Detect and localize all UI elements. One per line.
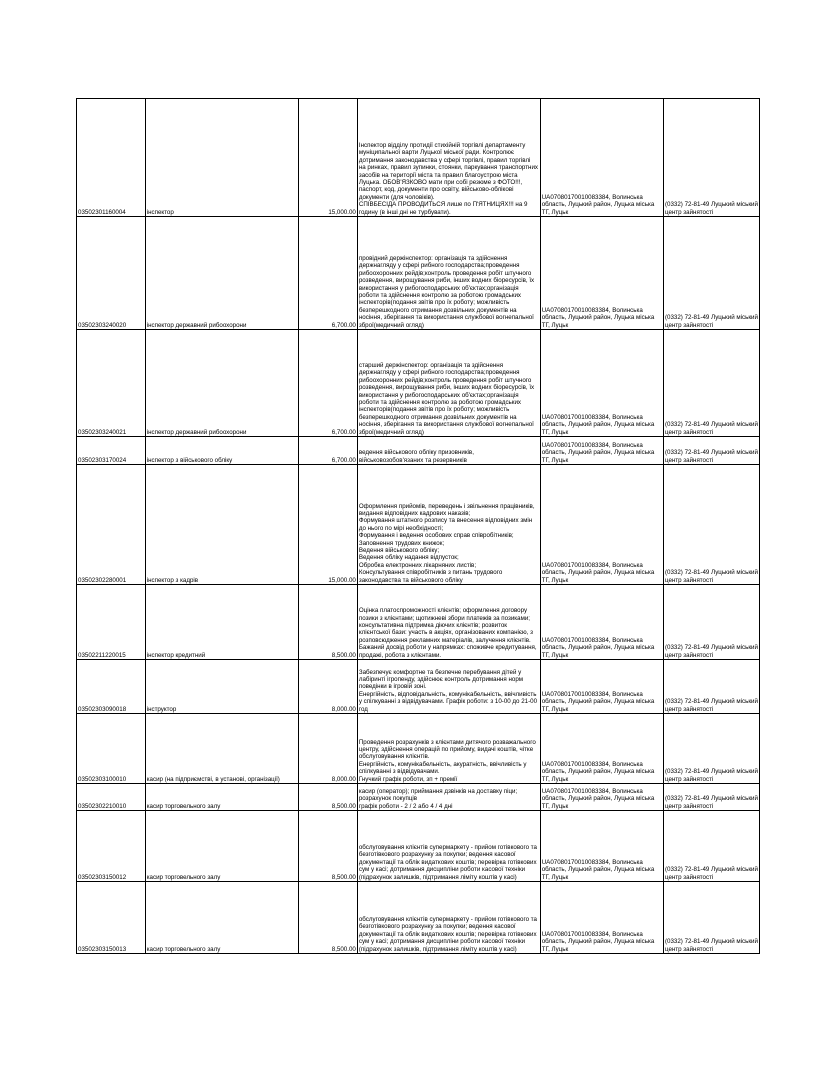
vacancy-table-body: [77, 99, 760, 954]
description-cell: Оцінка платоспроможності клієнтів; оформлення договору позики з клієнтами; щотижневі збори платежів за позиками; консультативна підтримка діючих клієнтів; розвиток клієнтської бази: участь в акціях, організованих компанією, з розповсюдження рекламних матеріалів, залучення клієнтів. Бажаний досвід роботи у напрямках: споживче кредитування, продажі, робота з клієнтами.: [357, 585, 540, 660]
position-cell: інспектор державний рибоохорони: [145, 217, 299, 330]
description-cell: провідний держінспектор: організація та здійснення держнагляду у сфері рибного господарства;проведення рибоохоронних рейдів;контроль проведення робіт штучного розведення, вирощування риби, інших водних біоресурсів, їх використання у рибогосподарських об'єктах;організація роботи та здійснення контролю за роботою громадських інспекторів(подання звітів про їх роботу; можливість безперешкодного отримання дозвільних документів на носіння, зберігання та використання службової вогнепальної зброї(медичний огляд): [357, 217, 540, 330]
address-cell: UA07080170010083384, Волинська область, Луцький район, Луцька міська ТГ, Луцьк: [540, 882, 663, 954]
position-cell: інспектор державний рибоохорони: [145, 330, 299, 437]
position-cell: касир торговельного залу: [145, 811, 299, 882]
address-cell: UA07080170010083384, Волинська область, Луцький район, Луцька міська ТГ, Луцьк: [540, 330, 663, 437]
contact-cell: (0332) 72-81-49 Луцький міський центр зайнятості: [663, 330, 759, 437]
address-cell: UA07080170010083384, Волинська область, Луцький район, Луцька міська ТГ, Луцьк: [540, 660, 663, 714]
salary-cell: 6,700.00: [299, 217, 358, 330]
address-cell: UA07080170010083384, Волинська область, Луцький район, Луцька міська ТГ, Луцьк: [540, 784, 663, 811]
address-cell: UA07080170010083384, Волинська область, Луцький район, Луцька міська ТГ, Луцьк: [540, 99, 663, 217]
contact-cell: (0332) 72-81-49 Луцький міський центр зайнятості: [663, 784, 759, 811]
vacancy-code-cell: 03502303240020: [77, 217, 146, 330]
vacancy-table: [76, 98, 760, 954]
table-row: [77, 811, 760, 882]
address-cell: UA07080170010083384, Волинська область, Луцький район, Луцька міська ТГ, Луцьк: [540, 465, 663, 585]
description-cell: Забезпечує комфортне та безпечне перебування дітей у лабіринті ігропенду, здійснює контроль дотримання норм поведінки в ігровій зоні. Енергійність, відповідальність, комунікабельність, ввічливість у спілкуванні з відвідувачами. Графік роботи: з 10-00 до 21-00 год: [357, 660, 540, 714]
contact-cell: (0332) 72-81-49 Луцький міський центр зайнятості: [663, 217, 759, 330]
salary-cell: 8,000.00: [299, 714, 358, 784]
contact-cell: (0332) 72-81-49 Луцький міський центр зайнятості: [663, 811, 759, 882]
contact-cell: (0332) 72-81-49 Луцький міський центр зайнятості: [663, 660, 759, 714]
vacancy-code-cell: 03502303240021: [77, 330, 146, 437]
position-cell: інспектор кредитний: [145, 585, 299, 660]
table-row: [77, 217, 760, 330]
vacancy-code-cell: 03502303090018: [77, 660, 146, 714]
salary-cell: 15,000.00: [299, 99, 358, 217]
vacancy-code-cell: 03502211220015: [77, 585, 146, 660]
vacancy-code-cell: 03502302210010: [77, 784, 146, 811]
position-cell: інспектор з військового обліку: [145, 437, 299, 465]
position-cell: інспектор з кадрів: [145, 465, 299, 585]
contact-cell: (0332) 72-81-49 Луцький міський центр зайнятості: [663, 714, 759, 784]
vacancy-code-cell: 03502303150013: [77, 882, 146, 954]
salary-cell: 8,000.00: [299, 660, 358, 714]
salary-cell: 8,500.00: [299, 784, 358, 811]
description-cell: Проведення розрахунків з клієнтами дитячого розважального центру, здійснення операцій по прийому, видачі коштів, чітке обслуговування клієнтів. Енергійність, комунікабельність, акуратність, ввічливість у спілкуванні з відвідувачами. Гнучкий графік роботи, зп + премії: [357, 714, 540, 784]
salary-cell: 6,700.00: [299, 437, 358, 465]
table-row: [77, 330, 760, 437]
table-row: [77, 660, 760, 714]
vacancy-code-cell: 03502301160004: [77, 99, 146, 217]
salary-cell: 8,500.00: [299, 882, 358, 954]
table-row: [77, 465, 760, 585]
vacancy-code-cell: 03502302280001: [77, 465, 146, 585]
vacancy-code-cell: 03502303170024: [77, 437, 146, 465]
description-cell: Інспектор відділу протидії стихійній торгівлі департаменту муніципальної варти Луцької міської ради. Контролює дотримання законодавства у сфері торгівлі, правил торгівлі на ринках, правил зупинки, стоянки, паркування транспортних засобів на території міста та правил благоустрою міста Луцька. ОБОВ'ЯЗКОВО мати при собі резюме з ФОТО!!!, паспорт, код, документи про освіту, військово-облікові документи (для чоловіків). СПІВБЕСІДА ПРОВОДИТЬСЯ лише по П'ЯТНИЦЯХ!!! на 9 годину (в інші дні не турбувати).: [357, 99, 540, 217]
table-row: [77, 714, 760, 784]
contact-cell: (0332) 72-81-49 Луцький міський центр зайнятості: [663, 99, 759, 217]
vacancy-code-cell: 03502303150012: [77, 811, 146, 882]
salary-cell: 8,500.00: [299, 585, 358, 660]
table-row: [77, 437, 760, 465]
position-cell: інспектор: [145, 99, 299, 217]
position-cell: касир (на підприємстві, в установі, організації): [145, 714, 299, 784]
table-row: [77, 585, 760, 660]
table-row: [77, 99, 760, 217]
description-cell: касир (оператор); приймання дзвінків на доставку піци; розрахунок покупців графік роботи - 2 / 2 або 4 / 4 дні: [357, 784, 540, 811]
position-cell: касир торговельного залу: [145, 784, 299, 811]
contact-cell: (0332) 72-81-49 Луцький міський центр зайнятості: [663, 585, 759, 660]
description-cell: обслуговування клієнтів супермаркету - прийом готівкового та безготівкового розрахунку за покупки; ведення касової документації та облік видаткових коштів; перевірка готівкових сум у касі; дотримання дисципліни роботи касової техніки (підрахунок залишків, підтримання ліміту коштів у касі): [357, 811, 540, 882]
description-cell: старший держінспектор: організація та здійснення держнагляду у сфері рибного господарства;проведення рибоохоронних рейдів;контроль проведення робіт штучного розведення, вирощування риби, інших водних біоресурсів, їх використання у рибогосподарських об'єктах;організація роботи та здійснення контролю за роботою громадських інспекторів(подання звітів про їх роботу; можливість безперешкодного отримання дозвільних документів на носіння, зберігання та використання службової вогнепальної зброї(медичний огляд): [357, 330, 540, 437]
description-cell: ведення військового обліку призовників, військовозобов'язаних та резервників: [357, 437, 540, 465]
contact-cell: (0332) 72-81-49 Луцький міський центр зайнятості: [663, 465, 759, 585]
description-cell: обслуговування клієнтів супермаркету - прийом готівкового та безготівкового розрахунку за покупки; ведення касової документації та облік видаткових коштів; перевірка готівкових сум у касі; дотримання дисципліни роботи касової техніки (підрахунок залишків, підтримання ліміту коштів у касі): [357, 882, 540, 954]
table-row: [77, 784, 760, 811]
address-cell: UA07080170010083384, Волинська область, Луцький район, Луцька міська ТГ, Луцьк: [540, 217, 663, 330]
address-cell: UA07080170010083384, Волинська область, Луцький район, Луцька міська ТГ, Луцьк: [540, 437, 663, 465]
address-cell: UA07080170010083384, Волинська область, Луцький район, Луцька міська ТГ, Луцьк: [540, 811, 663, 882]
table-row: [77, 882, 760, 954]
salary-cell: 6,700.00: [299, 330, 358, 437]
position-cell: інструктор: [145, 660, 299, 714]
contact-cell: (0332) 72-81-49 Луцький міський центр зайнятості: [663, 882, 759, 954]
contact-cell: (0332) 72-81-49 Луцький міський центр зайнятості: [663, 437, 759, 465]
description-cell: Оформлення прийомів, переведень і звільнення працівників, видання відповідних кадрових наказів; Формування штатного розпису та внесення відповідних змін до нього по мірі необхідності; Формування і ведення особових справ співробітників; Заповнення трудових книжок; Ведення військового обліку; Ведення обліку надання відпусток; Обробка електронних лікарняних листів; Консультування співробітників з питань трудового законодавства та військового обліку: [357, 465, 540, 585]
address-cell: UA07080170010083384, Волинська область, Луцький район, Луцька міська ТГ, Луцьк: [540, 714, 663, 784]
address-cell: UA07080170010083384, Волинська область, Луцький район, Луцька міська ТГ, Луцьк: [540, 585, 663, 660]
vacancy-code-cell: 03502303100010: [77, 714, 146, 784]
salary-cell: 15,000.00: [299, 465, 358, 585]
salary-cell: 8,500.00: [299, 811, 358, 882]
position-cell: касир торговельного залу: [145, 882, 299, 954]
